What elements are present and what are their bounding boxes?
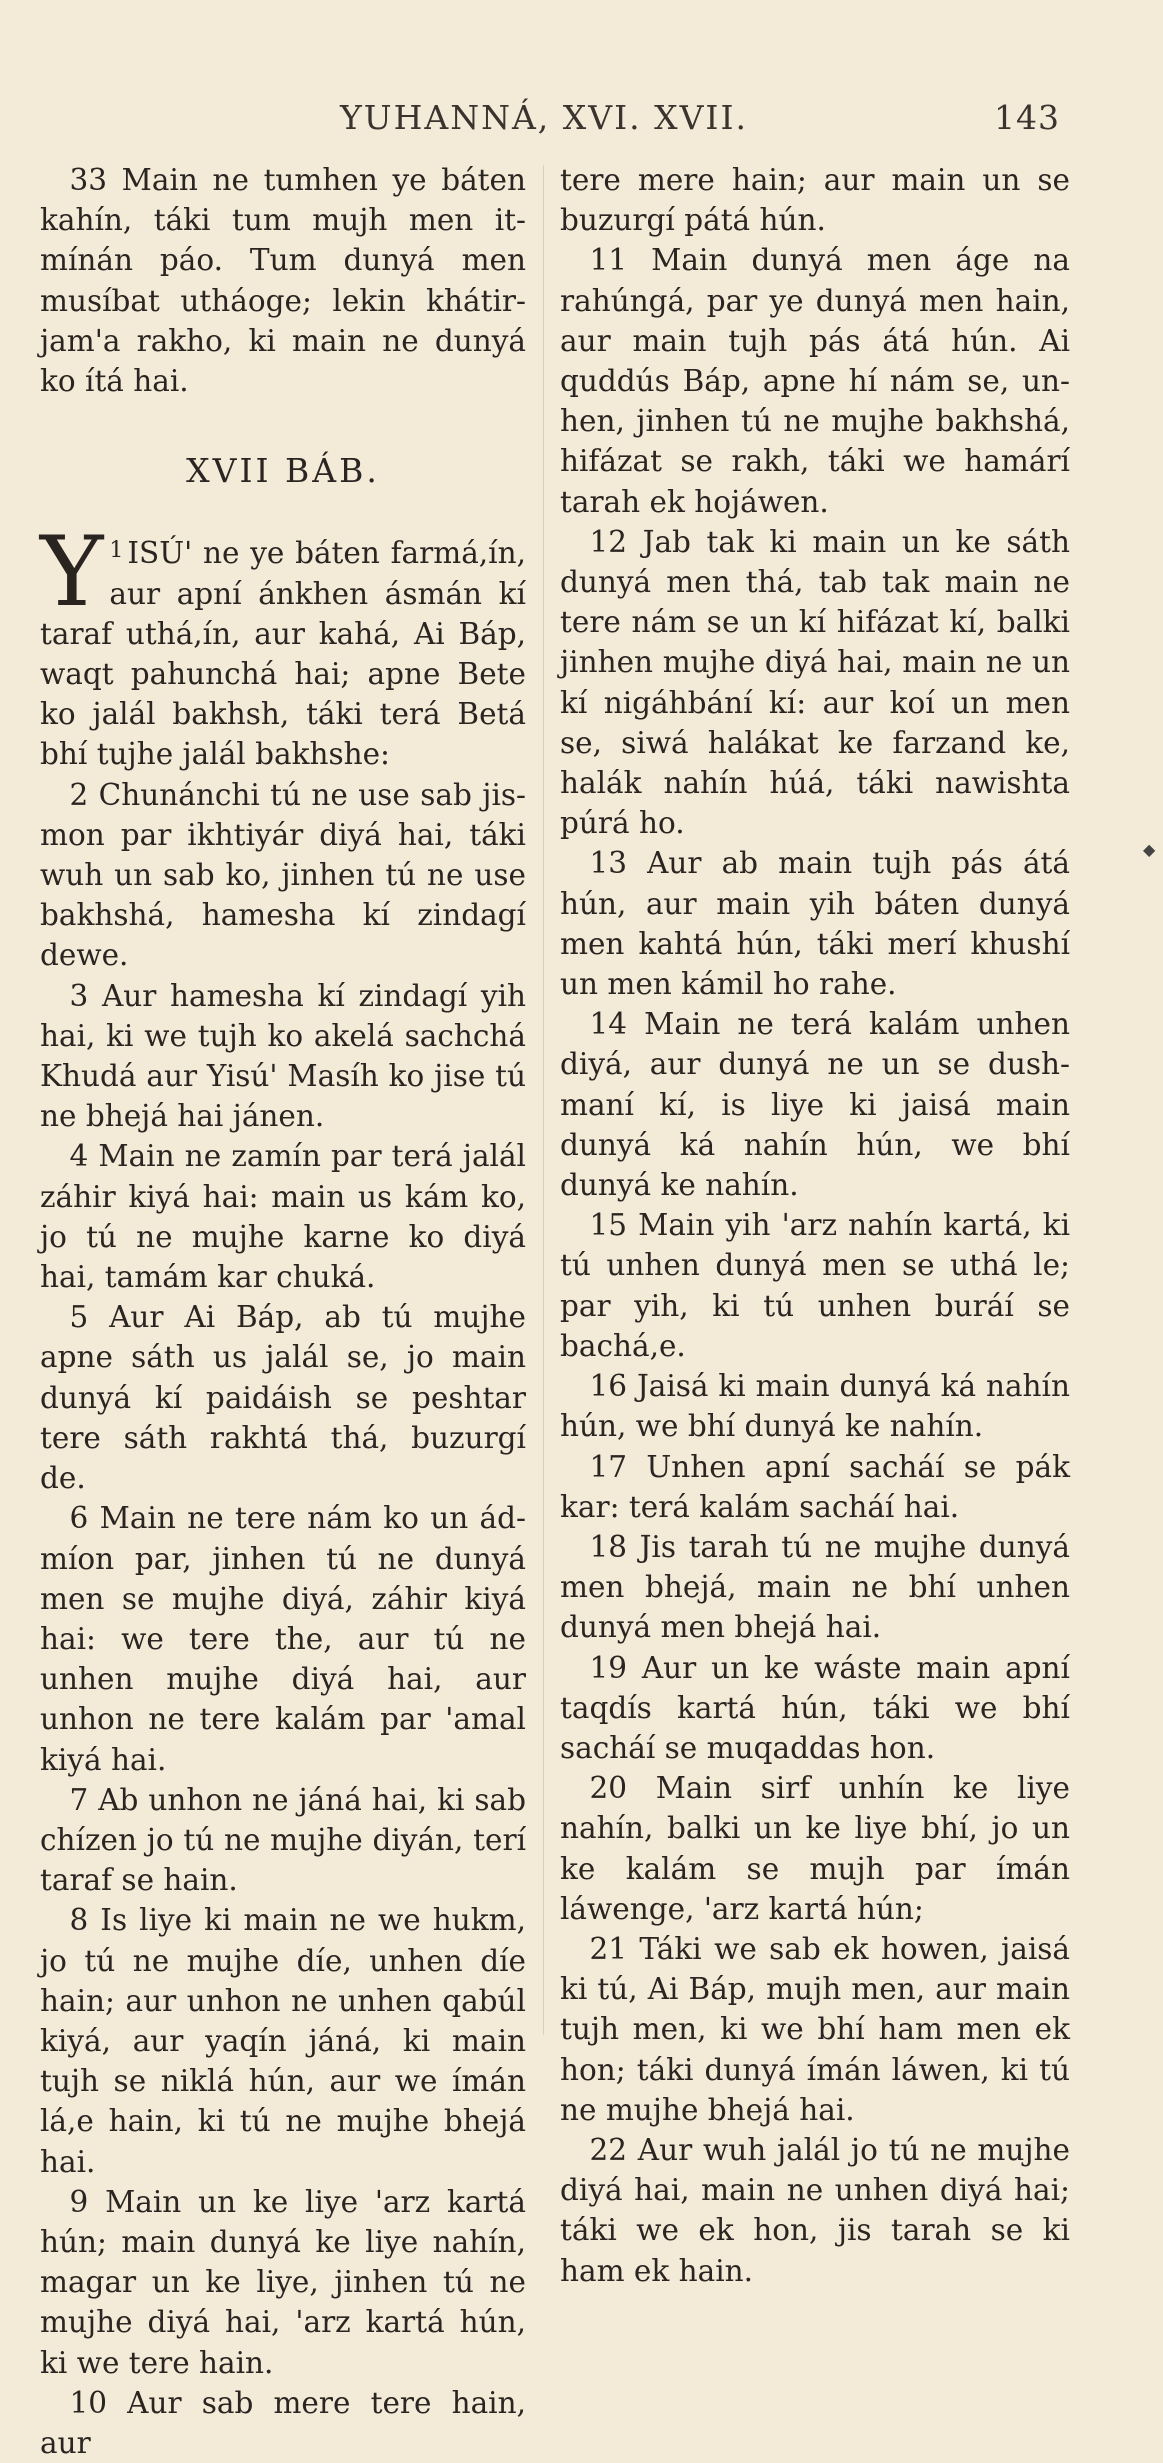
verse: 10 Aur sab mere tere hain, aur bbox=[40, 2385, 526, 2460]
verse: 12 Jab tak ki main un ke sáth dunyá men thá, tab tak main ne tere nám se un kí hifázat kí, balki jinhen mujhe diyá hai, main ne un kí nigáhbání kí: aur koí un men se, siwá halákat ke farzand ke, halák nahín húá, táki nawishta púrá ho. bbox=[560, 524, 1070, 841]
verse: 18 Jis tarah tú ne mujhe dunyá men bhejá, main ne bhí unhen dunyá men bhejá hai. bbox=[560, 1529, 1070, 1645]
left-column bbox=[40, 160, 526, 2460]
verse-text: ISÚ' ne ye báten farmá,ín, aur apní ánkhen ásmán kí taraf uthá,ín, aur kahá, Ai Báp, waqt pahunchá hai; apne Bete ko jalál bakhsh, táki terá Betá bhí tujhe jalál bakhshe: bbox=[40, 536, 526, 772]
margin-dot-icon: ◆ bbox=[1143, 840, 1156, 859]
verse: 9 Main un ke liye 'arz kartá hún; main dunyá ke liye nahín, magar un ke liye, jinhen tú ne mujhe diyá hai, 'arz kartá hún, ki we tere hain. bbox=[40, 2184, 526, 2380]
drop-cap: Y bbox=[40, 516, 104, 629]
right-column bbox=[560, 160, 1070, 2288]
running-title: YUHANNÁ, XVI. XVII. bbox=[340, 98, 748, 137]
verse-1 bbox=[40, 516, 526, 774]
verse: 3 Aur hamesha kí zindagí yih hai, ki we tujh ko akelá sachchá Khudá aur Yisú' Masíh ko jise tú ne bhejá hai jánen. bbox=[40, 978, 526, 1134]
verse: 2 Chunánchi tú ne use sab jis-mon par ikhtiyár diyá hai, táki wuh un sab ko, jinhen tú ne use bakhshá, hamesha kí zindagí dewe. bbox=[40, 777, 526, 973]
verse: 33 Main ne tumhen ye báten kahín, táki tum mujh men it-mínán páo. Tum dunyá men musíbat utháoge; lekin khátir-jam'a rakho, ki main ne dunyá ko ítá hai. bbox=[40, 163, 526, 399]
verse: 14 Main ne terá kalám unhen diyá, aur dunyá ne un se dush-maní kí, is liye ki jaisá main dunyá ká nahín hún, we bhí dunyá ke nahín. bbox=[560, 1007, 1070, 1203]
verse: 21 Táki we sab ek howen, jaisá ki tú, Ai Báp, mujh men, aur main tujh men, ki we bhí ham men ek hon; táki dunyá ímán láwen, ki tú ne mujhe bhejá hai. bbox=[560, 1931, 1070, 2127]
verse: 4 Main ne zamín par terá jalál záhir kiyá hai: main us kám ko, jo tú ne mujhe karne ko diyá hai, tamám kar chuká. bbox=[40, 1139, 526, 1295]
running-header bbox=[340, 98, 1060, 148]
verse: 8 Is liye ki main ne we hukm, jo tú ne mujhe díe, unhen díe hain; aur unhon ne unhen qabúl kiyá, aur yaqín jáná, ki main tujh se niklá hún, aur we ímán lá,e hain, ki tú ne mujhe bhejá hai. bbox=[40, 1903, 526, 2179]
verse-continuation: tere mere hain; aur main un se buzurgí pátá hún. bbox=[560, 163, 1070, 238]
verse: 5 Aur Ai Báp, ab tú mujhe apne sáth us jalál se, jo main dunyá kí paidáish se peshtar tere sáth rakhtá thá, buzurgí de. bbox=[40, 1300, 526, 1496]
verse: 11 Main dunyá men áge na rahúngá, par ye dunyá men hain, aur main tujh pás átá hún. Ai quddús Báp, apne hí nám se, un-hen, jinhen tú ne mujhe bakhshá, hifázat se rakh, táki we hamárí tarah ek hojáwen. bbox=[560, 243, 1070, 519]
verse-number: 1 bbox=[109, 538, 124, 564]
chapter-heading: XVII BÁB. bbox=[186, 451, 380, 491]
verse: 6 Main ne tere nám ko un ád-míon par, jinhen tú ne dunyá men se mujhe diyá, záhir kiyá hai: we tere the, aur tú ne unhen mujhe diyá hai, aur unhon ne tere kalám par 'amal kiyá hai. bbox=[40, 1501, 526, 1777]
verse: 7 Ab unhon ne jáná hai, ki sab chízen jo tú ne mujhe diyán, terí taraf se hain. bbox=[40, 1782, 526, 1898]
verse: 17 Unhen apní sacháí se pák kar: terá kalám sacháí hai. bbox=[560, 1449, 1070, 1524]
column-divider bbox=[543, 165, 544, 2035]
page-number: 143 bbox=[994, 98, 1060, 137]
verse: 15 Main yih 'arz nahín kartá, ki tú unhen dunyá men se uthá le; par yih, ki tú unhen buráí se bachá,e. bbox=[560, 1208, 1070, 1363]
verse: 22 Aur wuh jalál jo tú ne mujhe diyá hai, main ne unhen diyá hai; táki we ek hon, jis tarah se ki ham ek hain. bbox=[560, 2132, 1070, 2288]
verse: 19 Aur un ke wáste main apní taqdís kartá hún, táki we bhí sacháí se muqaddas hon. bbox=[560, 1650, 1070, 1765]
verse: 13 Aur ab main tujh pás átá hún, aur main yih báten dunyá men kahtá hún, táki merí khushí un men kámil ho rahe. bbox=[560, 846, 1070, 1002]
verse: 16 Jaisá ki main dunyá ká nahín hún, we bhí dunyá ke nahín. bbox=[560, 1369, 1070, 1444]
verse: 20 Main sirf unhín ke liye nahín, balki un ke liye bhí, jo un ke kalám se mujh par ímán láwenge, 'arz kartá hún; bbox=[560, 1771, 1070, 1926]
